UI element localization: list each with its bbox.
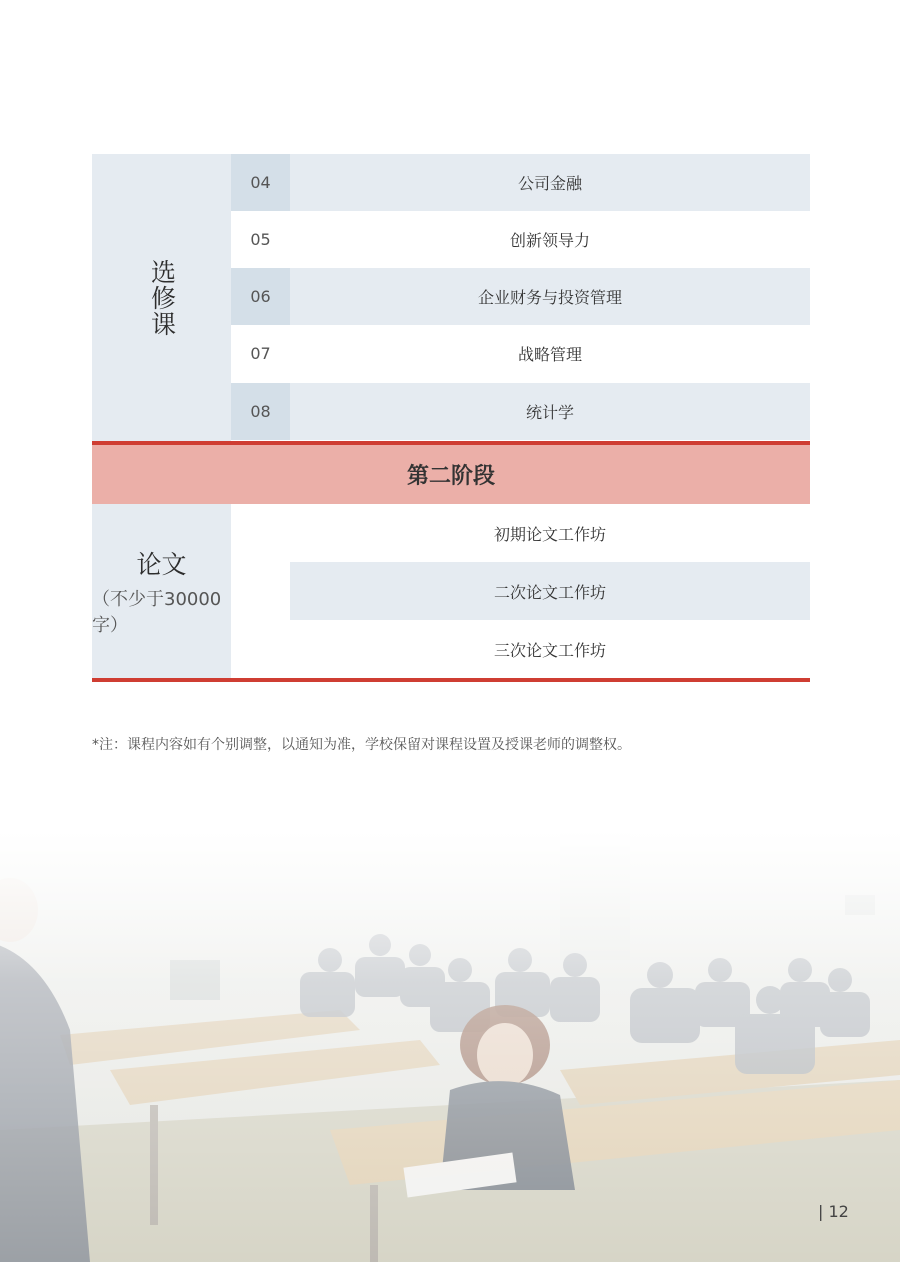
thesis-title: 论文 [136,550,187,579]
course-number: 07 [231,325,290,382]
course-name: 公司金融 [290,154,810,211]
course-name: 统计学 [290,383,810,440]
elective-category-cell [92,154,231,441]
stage-two-header: 第二阶段 [92,445,810,504]
course-name: 战略管理 [290,325,810,382]
course-number: 05 [231,211,290,268]
workshop-item: 三次论文工作坊 [290,620,810,678]
course-number: 04 [231,154,290,211]
thesis-word-count-note: （不少于30000字） [92,589,222,636]
page-number: | 12 [818,1202,849,1221]
classroom-illustration [0,830,900,1262]
thesis-category-cell [92,504,231,678]
course-number: 08 [231,383,290,440]
footnote: *注：课程内容如有个别调整，以通知为准，学校保留对课程设置及授课老师的调整权。 [92,737,631,753]
course-name: 企业财务与投资管理 [290,268,810,325]
workshop-item: 初期论文工作坊 [290,504,810,562]
classroom-photo [0,830,900,1262]
elective-category-label: 选修课 [147,258,177,337]
course-number: 06 [231,268,290,325]
table-bottom-line [92,678,810,682]
course-name: 创新领导力 [290,211,810,268]
workshop-item: 二次论文工作坊 [290,562,810,620]
